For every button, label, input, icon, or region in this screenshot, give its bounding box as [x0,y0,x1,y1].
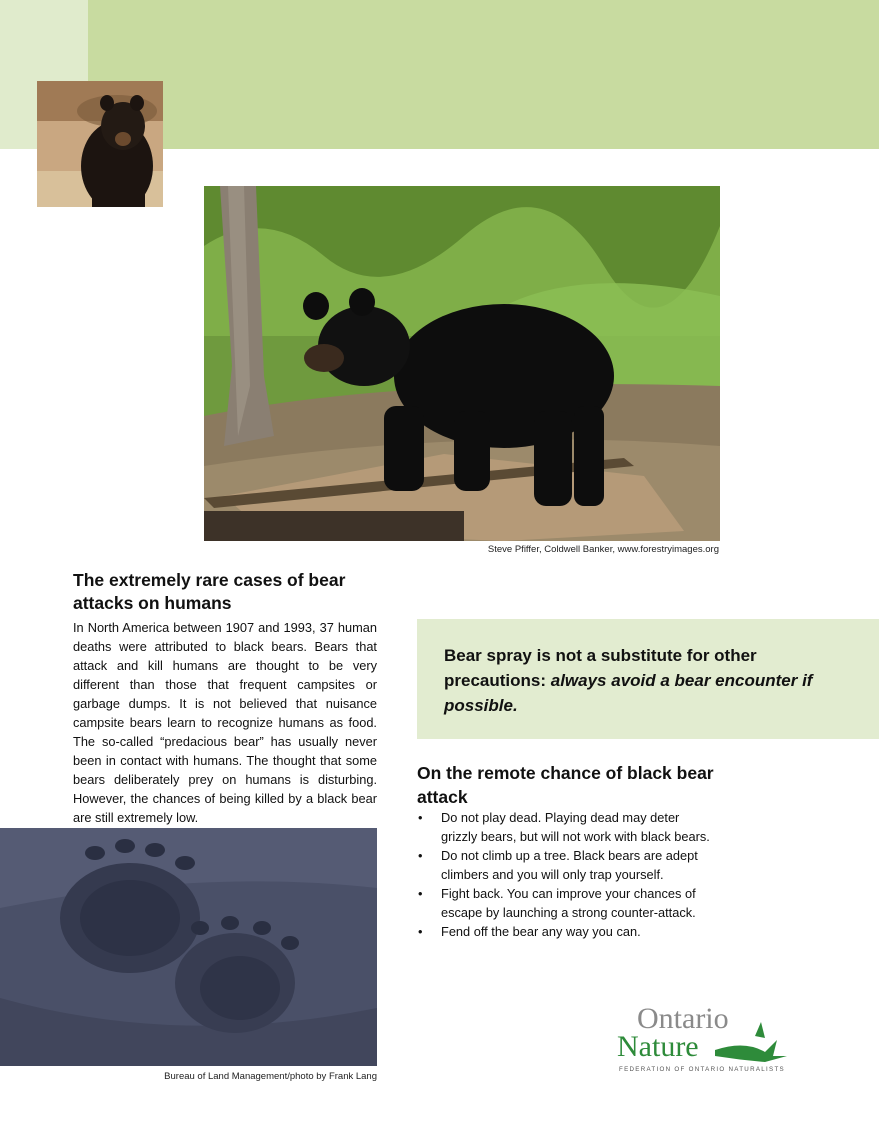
bear-portrait-photo [37,81,163,207]
list-item [417,808,717,846]
track-photo-credit: Bureau of Land Management/photo by Frank Lang [164,1071,377,1082]
bullet-dot: • [418,886,423,901]
list-item [417,846,717,884]
bear-track-icon [0,828,377,1066]
bullet-text: Fend off the bear any way you can. [441,924,641,939]
svg-text:Ontario: Ontario [637,1002,729,1035]
bear-track-photo [0,828,377,1066]
svg-text:Nature: Nature [617,1030,699,1063]
left-article-body: In North America between 1907 and 1993, 37 human deaths were attributed to black bears. Bears that attack and kill humans are thought to be very different than those that frequent campsites or garbage dumps. It is not believed that nuisance campsite bears learn to recognize humans as food. The so-called “predacious bear” has usually never been in contact with humans. The thought that some bears deliberately prey on humans is disturbing. However, the chances of being killed by a black bear are still extremely low. [73,620,377,825]
ontario-nature-logo-icon [615,1000,790,1075]
callout-emphasis: always avoid a bear encounter if possible. [444,671,813,715]
right-article-heading: On the remote chance of black bear attack [417,763,714,807]
bullet-dot: • [418,848,423,863]
safety-bullet-list [417,808,717,941]
bullet-text: Do not climb up a tree. Black bears are adept climbers and you will only trap yourself. [441,848,698,882]
header-band [88,0,879,149]
bullet-dot: • [418,810,423,825]
bullet-dot: • [418,924,423,939]
callout-text [444,643,824,718]
bear-portrait-icon [37,81,163,207]
callout-plain: Bear spray is not a substitute for other precautions: [444,646,757,690]
black-bear-icon [204,186,720,541]
left-article-heading: The extremely rare cases of bear attacks on humans [73,570,346,613]
list-item [417,922,717,941]
main-photo-credit: Steve Pfiffer, Coldwell Banker, www.forestryimages.org [487,544,719,555]
bullet-text: Fight back. You can improve your chances of escape by launching a strong counter-attack. [441,886,696,920]
list-item [417,884,717,922]
bullet-text: Do not play dead. Playing dead may deter grizzly bears, but will not work with black bears. [441,810,710,844]
black-bear-photo [204,186,720,541]
ontario-nature-logo [615,1000,790,1075]
svg-text:FEDERATION OF ONTARIO NATURALI: FEDERATION OF ONTARIO NATURALISTS [619,1066,785,1073]
